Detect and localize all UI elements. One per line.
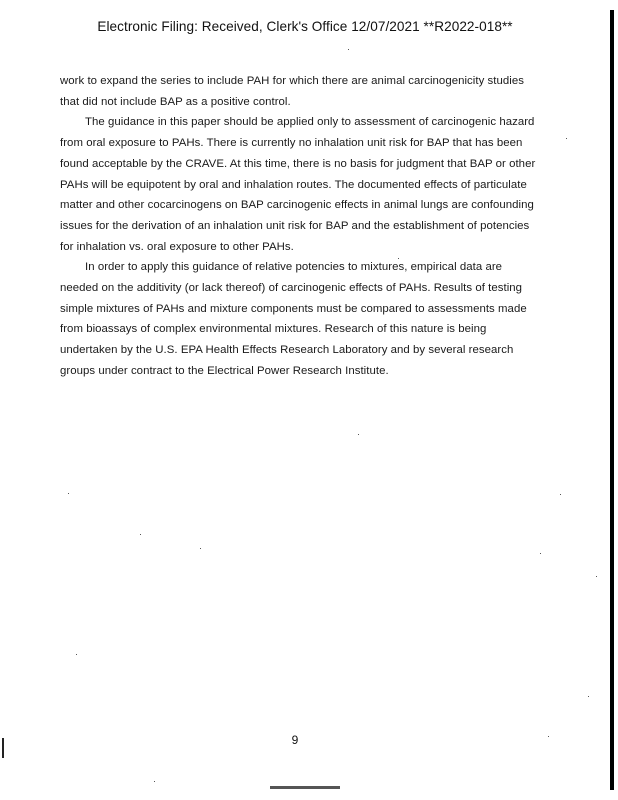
scan-speck [588,696,589,697]
paragraph-mixtures-research: In order to apply this guidance of relative potencies to mixtures, empirical data are needed on the additivity (or lack thereof) of carcinogenic effects of PAHs. Results of testing simple mixtures of PAHs and mixture components must be compared to assessments made from bioassays of complex environmental mixtures. Research of this nature is being undertaken by the U.S. EPA Health Effects Research Laboratory and by several research groups under contract to the Electrical Power Research Institute. [60,261,527,377]
scan-speck [154,781,155,782]
paragraph-guidance-scope: The guidance in this paper should be applied only to assessment of carcinogenic hazard from oral exposure to PAHs. There is currently no inhalation unit risk for BAP that has been found acceptable by the CRAVE. At this time, there is no basis for judgment that BAP or other PAHs will be equipotent by oral and inhalation routes. The documented effects of particulate matter and other cocarcinogens on BAP carcinogenic effects in animal lungs are confounding issues for the derivation of an inhalation unit risk for BAP and the establishment of potencies for inhalation vs. oral exposure to other PAHs. [60,116,536,253]
body-text [60,71,540,382]
scan-right-edge [610,10,614,790]
scan-speck [348,49,349,50]
filing-stamp-header: Electronic Filing: Received, Clerk's Office 12/07/2021 **R2022-018** [97,19,513,34]
scan-speck [540,553,541,554]
scan-bottom-edge [270,786,340,789]
scan-speck [68,493,69,494]
scan-speck [566,138,567,139]
scan-speck [398,258,399,259]
scan-speck [200,548,201,549]
scan-speck [140,534,141,535]
scan-speck [560,494,561,495]
scan-speck [548,736,549,737]
scan-speck [358,434,359,435]
scan-speck [596,576,597,577]
page-number: 9 [291,733,299,747]
scan-speck [76,654,77,655]
paragraph-continuation: work to expand the series to include PAH for which there are animal carcinogenicity studies that did not include BAP as a positive control. [60,75,524,108]
